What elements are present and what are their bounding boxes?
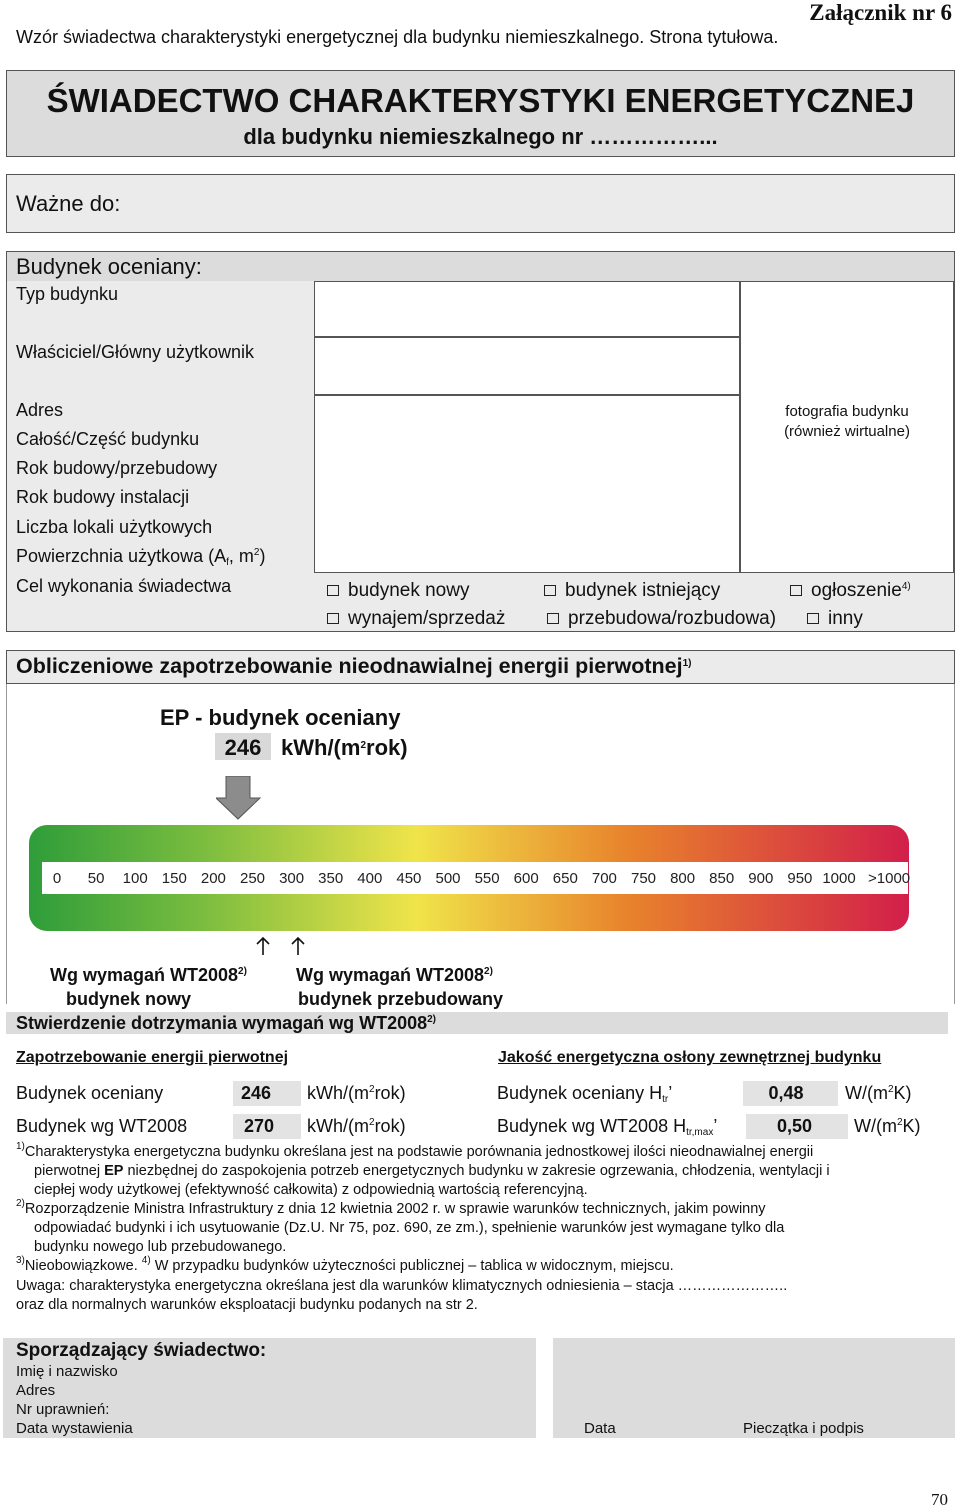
- htr-assessed-unit: $W/(m^2K)$: [845, 1083, 912, 1103]
- rebuilt-building-arrow-icon: [288, 936, 310, 956]
- stamp-label: Pieczątka i podpis: [743, 1420, 864, 1437]
- footnote-1: $^{1)}$Charakterystyka energetyczna budynku określana jest na podstawie porównania jednostkowej ilości nieodnawialnej energii pierwotnej EP niezbędnej do zaspokojenia potrzeb energetycznych budynku w zakresie ogrzewania, chłodzenia, wentylacji i ciepłej wody użytkowej (efektywność całkowita) z odpowiednią wartością referencyjną.: [16, 1141, 830, 1198]
- option-other[interactable]: inny: [807, 608, 863, 630]
- htr-wt2008-unit: $W/(m^2K)$: [854, 1116, 921, 1136]
- building-type-value[interactable]: [314, 281, 740, 337]
- scale-tick-label: 450: [396, 870, 422, 887]
- scale-tick-label: 800: [670, 870, 696, 887]
- option-rent-sale[interactable]: wynajem/sprzedaż: [327, 608, 505, 630]
- scale-tick-label: 0: [52, 870, 62, 887]
- building-heading: Budynek oceniany:: [16, 254, 202, 279]
- option-new-building[interactable]: budynek nowy: [327, 580, 469, 602]
- author-name-label: Imię i nazwisko: [16, 1363, 118, 1380]
- primary-energy-title: Zapotrzebowanie energii pierwotnej: [16, 1049, 289, 1066]
- ep-value: 246: [224, 735, 262, 760]
- valid-until-box: [6, 174, 955, 233]
- ep-pointer-arrow-icon: [216, 776, 262, 820]
- ep-label: EP - budynek oceniany: [160, 705, 401, 730]
- page-subtitle: Wzór świadectwa charakterystyki energetycznej dla budynku niemieszkalnego. Strona tytułowa.: [16, 27, 779, 47]
- checkbox-icon[interactable]: [327, 613, 339, 624]
- author-heading: Sporządzający świadectwo:: [16, 1340, 267, 1361]
- checkbox-icon[interactable]: [544, 585, 556, 596]
- certificate-title: ŚWIADECTWO CHARAKTERYSTYKI ENERGETYCZNEJ: [46, 82, 915, 119]
- ep-assessed-unit: kWh/$(m^2rok)$: [307, 1083, 406, 1103]
- checkbox-icon[interactable]: [790, 585, 802, 596]
- footnote-3-4: $^{3)}$Nieobowiązkowe. $^{4)}$ W przypadku budynków użyteczności publicznej – tablica w widocznym, miejscu.: [16, 1255, 674, 1274]
- option-existing-building[interactable]: budynek istniejący: [544, 580, 720, 602]
- scale-tick-label: 850: [709, 870, 735, 887]
- photo-caption-2: (również wirtualne): [784, 423, 910, 440]
- compliance-heading: Stwierdzenie dotrzymania wymagań wg WT2008$^{2)}$: [16, 1013, 437, 1033]
- attachment-label: Załącznik nr 6: [809, 0, 952, 25]
- units-label: Liczba lokali użytkowych: [16, 517, 213, 537]
- marker-new-label: Wg wymagań WT2008$^{2)}$: [50, 965, 247, 985]
- ep-wt2008-unit: kWh/$(m^2rok)$: [307, 1116, 406, 1136]
- page-number: 70: [931, 1490, 948, 1509]
- scale-tick-label: >1000: [868, 870, 911, 887]
- author-address-label: Adres: [16, 1382, 56, 1399]
- scale-tick-label: 600: [513, 870, 539, 887]
- scale-tick-label: 250: [239, 870, 266, 887]
- envelope-quality-title: Jakość energetyczna osłony zewnętrznej budynku: [498, 1049, 882, 1066]
- scale-tick-label: 650: [552, 870, 578, 887]
- ep-wt2008-value: 270: [243, 1116, 275, 1136]
- scale-tick-label: 550: [474, 870, 500, 887]
- scale-tick-label: 400: [357, 870, 383, 887]
- scale-tick-label: 700: [591, 870, 617, 887]
- ep-assessed-label: Budynek oceniany: [16, 1083, 164, 1103]
- scale-tick-label: 950: [787, 870, 813, 887]
- scale-ticks: [0, 870, 960, 892]
- new-building-arrow-icon: [253, 936, 275, 956]
- option-rebuild[interactable]: przebudowa/rozbudowa): [547, 608, 776, 630]
- author-license-label: Nr uprawnień:: [16, 1401, 110, 1418]
- ep-unit: kWh/$(m^2rok)$: [281, 735, 408, 760]
- building-owner-value[interactable]: [314, 337, 740, 395]
- year-install-label: Rok budowy instalacji: [16, 487, 190, 507]
- building-type-label: Typ budynku: [16, 284, 119, 304]
- certificate-number: dla budynku niemieszkalnego nr ……………...: [243, 124, 718, 149]
- scale-tick-label: 100: [122, 870, 148, 887]
- scale-tick-label: 900: [748, 870, 774, 887]
- scale-tick-label: 50: [87, 870, 105, 887]
- building-address-label: Adres: [16, 400, 64, 420]
- marker-rebuilt-label-2: budynek przebudowany: [298, 989, 504, 1009]
- scale-tick-label: 350: [318, 870, 344, 887]
- year-built-label: Rok budowy/przebudowy: [16, 458, 218, 478]
- htr-assessed-value: 0,48: [768, 1083, 804, 1103]
- area-label: Powierzchnia użytkowa ($A_f$, $m^2$): [16, 546, 266, 568]
- marker-new-label-2: budynek nowy: [66, 989, 192, 1009]
- option-announcement[interactable]: ogłoszenie$^{4)}$: [790, 580, 911, 602]
- scale-tick-label: 150: [161, 870, 187, 887]
- issue-date-label: Data wystawienia: [16, 1420, 133, 1437]
- footnote-2: $^{2)}$Rozporządzenie Ministra Infrastruktury z dnia 12 kwietnia 2002 r. w sprawie warunków technicznych, jakim powinny odpowiadać budynki i ich usytuowanie (Dz.U. Nr 75, poz. 690, ze zm.), spełnienie warunków jest wymagane tylko dla budynku nowego lub przebudowanego.: [16, 1198, 785, 1255]
- checkbox-icon[interactable]: [547, 613, 559, 624]
- note-2: oraz dla normalnych warunków eksploatacji budynku podanych na str 2.: [16, 1297, 478, 1313]
- whole-part-label: Całość/Część budynku: [16, 429, 200, 449]
- scale-tick-label: 500: [435, 870, 461, 887]
- ep-assessed-value: 246: [240, 1083, 272, 1103]
- date-label: Data: [584, 1420, 616, 1437]
- checkbox-icon[interactable]: [327, 585, 339, 596]
- ep-heading: Obliczeniowe zapotrzebowanie nieodnawialnej energii pierwotnej$^{1)}$: [16, 654, 692, 678]
- note-1: Uwaga: charakterystyka energetyczna określana jest dla warunków klimatycznych odniesienia – stacja …………………..: [16, 1278, 788, 1294]
- marker-rebuilt-label: Wg wymagań WT2008$^{2)}$: [296, 965, 493, 985]
- purpose-label: Cel wykonania świadectwa: [16, 576, 232, 596]
- building-owner-label: Właściciel/Główny użytkownik: [16, 342, 255, 362]
- checkbox-icon[interactable]: [807, 613, 819, 624]
- htr-wt2008-label: Budynek wg WT2008 $H_{tr,max}$’: [497, 1116, 718, 1138]
- building-details-value[interactable]: [314, 395, 740, 573]
- valid-until-label: Ważne do:: [16, 191, 121, 216]
- scale-tick-label: 750: [630, 870, 657, 887]
- scale-tick-label: 300: [279, 870, 305, 887]
- ep-wt2008-label: Budynek wg WT2008: [16, 1116, 188, 1136]
- htr-assessed-label: Budynek oceniany $H_{tr}$’: [497, 1083, 673, 1105]
- photo-caption-1: fotografia budynku: [785, 403, 909, 420]
- scale-tick-label: 200: [200, 870, 226, 887]
- htr-wt2008-value: 0,50: [776, 1116, 813, 1136]
- scale-tick-label: 1000: [822, 870, 856, 887]
